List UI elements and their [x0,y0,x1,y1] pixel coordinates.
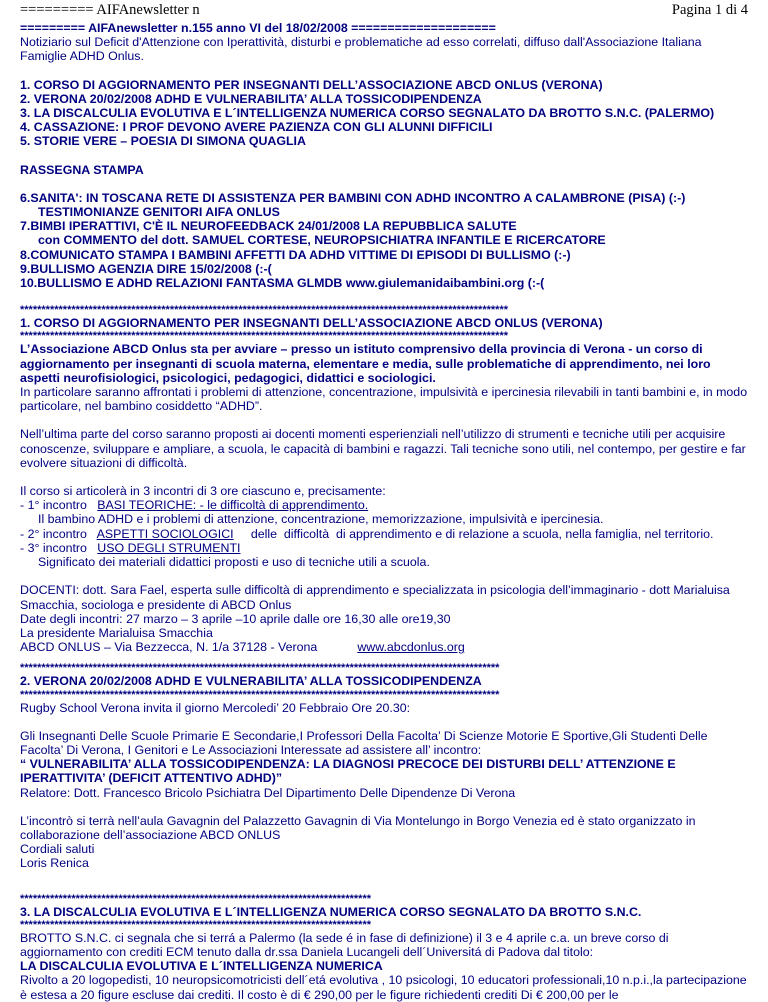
section1-title: 1. CORSO DI AGGIORNAMENTO PER INSEGNANTI DELL’ASSOCIAZIONE ABCD ONLUS (VERONA) [20,316,603,331]
section2-speaker: Relatore: Dott. Francesco Bricolo Psichiatra Del Dipartimento Delle Dipendenze Di Verona [20,785,516,800]
page-number: Pagina 1 di 4 [671,2,748,18]
rassegna-item[interactable]: 7.BIMBI IPERATTIVI, C'È IL NEUROFEEDBACK 24/01/2008 LA REPUBBLICA SALUTE [20,219,517,234]
abcd-website-link[interactable]: www.abcdonlus.org [357,640,465,655]
separator-stars: ****************************************************************************************************************** [20,330,509,343]
separator-stars: ********************************************************************************** [20,892,372,905]
meeting-1: - 1° incontro BASI TEORICHE: - le difficoltà di apprendimento. [20,498,369,513]
toc-item[interactable]: 2. VERONA 20/02/2008 ADHD E VULNERABILITA’ ALLA TOSSICODIPENDENZA [20,91,482,106]
meeting-3-link[interactable]: USO DEGLI STRUMENTI [97,540,241,555]
newsletter-title: ========= AIFAnewsletter n.155 anno VI del 18/02/2008 ==================== [20,21,496,35]
toc-item[interactable]: 4. CASSAZIONE: I PROF DEVONO AVERE PAZIENZA CON GLI ALUNNI DIFFICILI [20,120,493,135]
dates: Date degli incontri: 27 marzo – 3 aprile –10 aprile dalle ore 16,30 alle ore19,30 [20,611,451,626]
section2-event-title: “ VULNERABILITA’ ALLA TOSSICODIPENDENZA: LA DIAGNOSI PRECOCE DEI DISTURBI DELL’ ATTENZIONE E IPERATTIVITA’ (DEFICIT ATTENTIVO ADHD)” [20,757,676,786]
section2-signature: Loris Renica [20,856,89,871]
rassegna-item[interactable]: con COMMENTO del dott. SAMUEL CORTESE, NEUROPSICHIATRA INFANTILE E RICERCATORE [38,233,606,248]
rassegna-item[interactable]: 6.SANITA': IN TOSCANA RETE DI ASSISTENZA PER BAMBINI CON ADHD INCONTRO A CALAMBRONE (PISA) (:-) [20,190,686,205]
separator-stars: **************************************************************************************************************** [20,662,500,675]
newsletter-document [20,21,750,1002]
section3-course-title: LA DISCALCULIA EVOLUTIVA E L´INTELLIGENZA NUMERICA [20,959,383,974]
newsletter-subtitle: Notiziario sul Deficit d'Attenzione con Iperattività, disturbi e problematiche ad esso correlati, diffuso dall'Associazione Italiana Famiglie ADHD Onlus. [20,35,702,64]
meeting-3: - 3° incontro USO DEGLI STRUMENTI [20,540,241,555]
separator-stars: ********************************************************************************** [20,918,372,931]
section2-line1: Rugby School Verona invita il giorno Mercoledi’ 20 Febbraio Ore 20.30: [20,700,411,715]
meeting-2: - 2° incontro ASPETTI SOCIOLOGICI delle difficoltà di apprendimento e di relazione a scuola, nella famiglia, nel territorio. [20,526,714,541]
rassegna-item[interactable]: 9.BULLISMO AGENZIA DIRE 15/02/2008 (:-( [20,261,272,276]
section3-line2: Rivolto a 20 logopedisti, 10 neuropsicomotricisti dell´etá evolutiva , 10 psicologi, 10 educatori professionali,10 n.p.i.,la partecipazione è estesa a 20 figure escluse dai crediti. Il costo è di € 290,00 per le figure richiedenti crediti Di € 200,00 per le [20,973,747,1002]
section1-para3: Il corso si articolerà in 3 incontri di 3 ore ciascuno e, precisamente: [20,484,386,499]
section1-intro-text: In particolare saranno affrontati i problemi di attenzione, concentrazione, impulsività e ipercinesia rilevabili in tanti bambini e, in modo particolare, nel bambino cosiddetto “ADHD”. [20,385,748,414]
section2-line2: Gli Insegnanti Delle Scuole Primarie E Secondarie,I Professori Della Facolta’ Di Scienze Motorie E Sportive,Gli Studenti Delle Facolta’ Di Verona, I Genitori e Le Associazioni Interessate ad assistere all’ incontro: [20,728,708,757]
section2-greeting: Cordiali saluti [20,842,95,857]
docenti: DOCENTI: dott. Sara Fael, esperta sulle difficoltà di apprendimento e specializzata in psicologia dell’immaginario - dott Marialuisa Smacchia, sociologa e presidente di ABCD Onlus [20,583,730,612]
table-of-contents [20,78,750,149]
meeting-1-link[interactable]: BASI TEORICHE: - le difficoltà di apprendimento. [97,498,369,513]
section1-para2: Nell’ultima parte del corso saranno proposti ai docenti momenti esperienziali nell’utilizzo di strumenti e tecniche utili per acquisire conoscenze, sviluppare e ampliare, a scuola, le capacità di bambini e ragazzi. Tali tecniche sono utili, nel contempo, per gestire e far evolvere situazioni di difficoltà. [20,427,746,470]
section3-title: 3. LA DISCALCULIA EVOLUTIVA E L´INTELLIGENZA NUMERICA CORSO SEGNALATO DA BROTTO S.N.C. [20,904,642,919]
page-header-title: ========= AIFAnewsletter n [20,2,200,18]
rassegna-list [20,191,750,290]
meeting-3-desc: Significato dei materiali didattici proposti e uso di tecniche utili a scuola. [38,555,430,570]
separator-stars: **************************************************************************************************************** [20,688,500,701]
rassegna-heading: RASSEGNA STAMPA [20,162,144,177]
section3-line1: BROTTO S.N.C. ci segnala che si terrá a Palermo (la sede é in fase di definizione) il 3 e 4 aprile c.a. un breve corso di aggiornamento con crediti ECM tenuto dalla dr.ssa Daniela Lucangeli dell´Universitá di Padova dal titolo: [20,930,669,959]
rassegna-item[interactable]: 8.COMUNICATO STAMPA I BAMBINI AFFETTI DA ADHD VITTIME DI EPISODI DI BULLISMO (:-) [20,247,571,262]
president: La presidente Marialuisa Smacchia [20,625,213,640]
toc-item[interactable]: 1. CORSO DI AGGIORNAMENTO PER INSEGNANTI DELL’ASSOCIAZIONE ABCD ONLUS (VERONA) [20,77,603,92]
toc-item[interactable]: 5. STORIE VERE – POESIA DI SIMONA QUAGLIA [20,134,306,149]
rassegna-item[interactable]: 10.BULLISMO E ADHD RELAZIONI FANTASMA GLMDB www.giulemanidaibambini.org (:-( [20,276,545,291]
address-line: ABCD ONLUS – Via Bezzecca, N. 1/a 37128 - Verona www.abcdonlus.org [20,640,465,655]
section2-title: 2. VERONA 20/02/2008 ADHD E VULNERABILITA’ ALLA TOSSICODIPENDENZA [20,674,482,689]
rassegna-item[interactable]: TESTIMONIANZE GENITORI AIFA ONLUS [38,205,280,220]
toc-item[interactable]: 3. LA DISCALCULIA EVOLUTIVA E L´INTELLIGENZA NUMERICA CORSO SEGNALATO DA BROTTO S.N.C. (PALERMO) [20,106,715,121]
section1-intro: L’Associazione ABCD Onlus sta per avviare – presso un istituto comprensivo della provincia di Verona - un corso di aggiornamento per insegnanti di scuola materna, elementare e media, sulle problematiche di apprendimento, nei loro aspetti neurofisiologici, psicologici, pedagogici, didattici e sociologici. [20,342,711,385]
page-header [20,3,748,19]
separator-stars: ****************************************************************************************************************** [20,304,509,317]
meeting-1-desc: Il bambino ADHD e i problemi di attenzione, concentrazione, memorizzazione, impulsività e ipercinesia. [38,512,604,527]
section2-venue: L’incontrò si terrà nell’aula Gavagnin del Palazzetto Gavagnin di Via Montelungo in Borgo Venezia ed è stato organizzato in collaborazione dell’associazione ABCD ONLUS [20,813,696,842]
meeting-2-link[interactable]: ASPETTI SOCIOLOGICI [96,526,234,541]
